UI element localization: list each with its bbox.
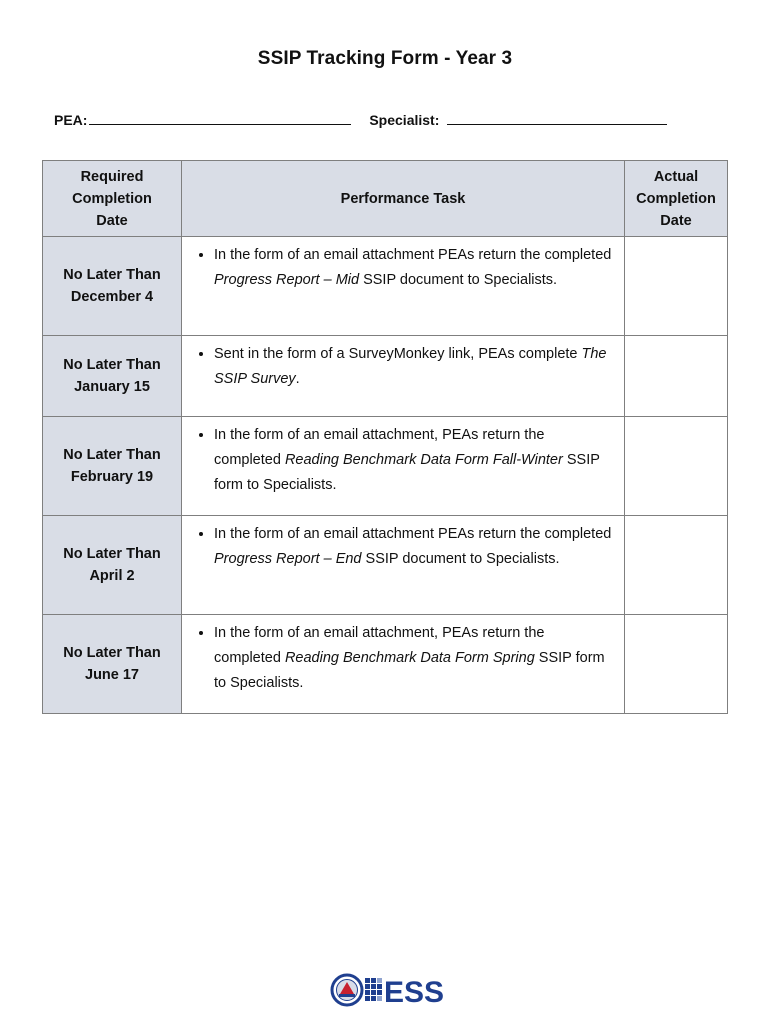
task-cell — [182, 615, 625, 714]
task-bullet: • In the form of an email attachment PEAs return the completed Progress Report – Mid SSIP document to Specialists. — [214, 243, 614, 293]
actual-date-cell[interactable] — [625, 516, 728, 615]
table-row — [43, 417, 728, 516]
required-date-cell: No Later Than February 19 — [43, 417, 182, 516]
task-cell — [182, 417, 625, 516]
ess-logo-icon — [330, 972, 452, 1008]
actual-date-cell[interactable] — [625, 417, 728, 516]
required-date-cell: No Later Than December 4 — [43, 237, 182, 336]
specialist-blank-line[interactable] — [447, 110, 667, 125]
required-date-cell: No Later Than April 2 — [43, 516, 182, 615]
task-cell — [182, 237, 625, 336]
table-row — [43, 237, 728, 336]
task-bullet: • In the form of an email attachment, PEAs return the completed Reading Benchmark Data Form Spring SSIP form to Specialists. — [214, 621, 614, 696]
header-required-date: Required Completion Date — [43, 161, 182, 237]
header-performance-task: Performance Task — [182, 161, 625, 237]
actual-date-cell[interactable] — [625, 336, 728, 417]
actual-date-cell[interactable] — [625, 237, 728, 336]
tracking-table — [42, 160, 728, 714]
page-title: SSIP Tracking Form - Year 3 — [257, 48, 513, 69]
task-cell — [182, 336, 625, 417]
table-row — [43, 516, 728, 615]
header-actual-date: Actual Completion Date — [625, 161, 728, 237]
table-row — [43, 336, 728, 417]
actual-date-cell[interactable] — [625, 615, 728, 714]
required-date-cell: No Later Than January 15 — [43, 336, 182, 417]
task-bullet: • Sent in the form of a SurveyMonkey link, PEAs complete The SSIP Survey. — [214, 342, 614, 392]
task-cell — [182, 516, 625, 615]
specialist-label: Specialist: — [369, 112, 440, 128]
pea-label: PEA: — [54, 112, 88, 128]
logo-text: ESS — [384, 976, 445, 1008]
pea-blank-line[interactable] — [89, 110, 351, 125]
form-fields — [54, 110, 667, 128]
required-date-cell: No Later Than June 17 — [43, 615, 182, 714]
header-row — [43, 161, 728, 237]
task-bullet: • In the form of an email attachment, PEAs return the completed Reading Benchmark Data Form Fall-Winter SSIP form to Specialists. — [214, 423, 614, 498]
table-row — [43, 615, 728, 714]
task-bullet: • In the form of an email attachment PEAs return the completed Progress Report – End SSIP document to Specialists. — [214, 522, 614, 572]
